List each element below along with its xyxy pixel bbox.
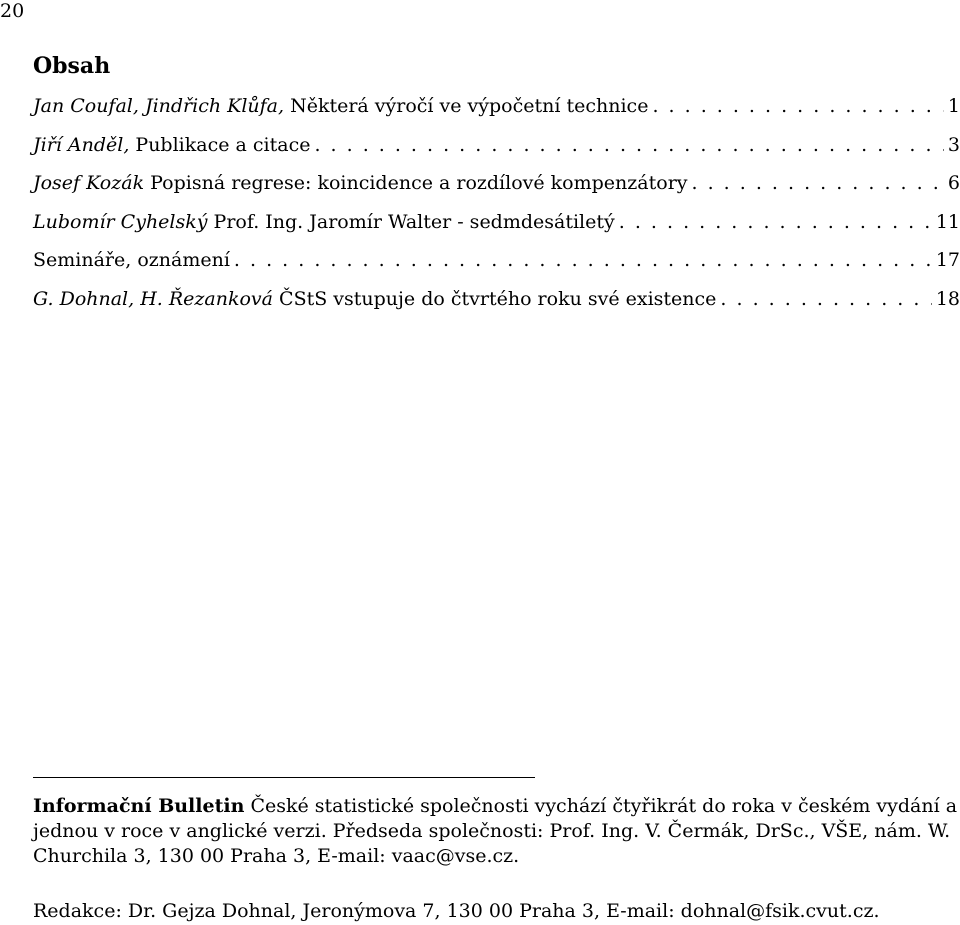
toc-entry[interactable]: [33, 133, 960, 172]
toc-entry-author: Jan Coufal, Jindřich Klůfa,: [33, 95, 285, 117]
toc-entry-author: Jiří Anděl,: [33, 133, 130, 156]
toc-entry-text: [33, 248, 230, 272]
toc-leader-dots: [692, 171, 944, 195]
toc-leader-dots: [314, 133, 943, 157]
toc-entry-title: Některá výročí ve výpočetní technice: [284, 95, 649, 117]
toc-entry-title: Prof. Ing. Jaromír Walter - sedmdesátiletý: [207, 210, 615, 233]
toc-leader-dots: [652, 94, 943, 118]
toc-entry-title: Publikace a citace: [129, 133, 311, 156]
toc-leader-dots: [720, 287, 931, 311]
toc-entry-page: 11: [935, 210, 960, 233]
toc-entry-title: ČStS vstupuje do čtvrtého roku své existence: [273, 287, 717, 310]
toc-entry-author: G. Dohnal, H. Řezanková: [33, 287, 273, 310]
toc-entry[interactable]: [33, 171, 960, 210]
toc-entry-title: Semináře, oznámení: [33, 249, 230, 272]
page-number: 20: [0, 0, 25, 22]
toc-entry-text: [33, 210, 615, 234]
toc-entry-page: 3: [947, 133, 960, 156]
toc-entry-author: Lubomír Cyhelský: [33, 210, 208, 233]
toc-leader-dots: [234, 248, 932, 272]
toc-entry-page: 17: [935, 249, 960, 272]
toc-entry-page: 18: [935, 287, 960, 310]
toc-leader-dots: [619, 210, 932, 234]
toc-entry-text: [33, 287, 716, 311]
toc-title: Obsah: [33, 53, 111, 79]
toc-entry[interactable]: [33, 94, 960, 133]
bulletin-description: České statistické společnosti vychází čtyřikrát do roka v českém vydání a jednou v roce v anglické verzi. Předseda společnosti: Prof. Ing. V. Čermák, DrSc., VŠE, nám. W. Churchila 3, 130 00 Praha 3, E-mail: vaac@vse.cz.: [33, 795, 958, 867]
toc-entry[interactable]: [33, 210, 960, 249]
toc-entry-title: Popisná regrese: koincidence a rozdílové kompenzátory: [144, 172, 688, 195]
toc-entry-text: [33, 171, 688, 195]
toc-entry-page: 6: [947, 172, 960, 195]
bulletin-name: Informační Bulletin: [33, 795, 245, 817]
toc-entry[interactable]: [33, 248, 960, 287]
toc-entry-text: [33, 94, 648, 118]
toc-entry[interactable]: [33, 287, 960, 326]
editor-info: Redakce: Dr. Gejza Dohnal, Jeronýmova 7, 130 00 Praha 3, E-mail: dohnal@fsik.cvut.cz.: [33, 900, 880, 922]
toc-entry-author: Josef Kozák: [33, 172, 145, 195]
toc-entry-text: [33, 133, 310, 157]
table-of-contents: [33, 94, 960, 326]
footnote-rule: [33, 777, 535, 778]
bulletin-info: [33, 794, 960, 869]
toc-entry-page: 1: [947, 95, 960, 117]
